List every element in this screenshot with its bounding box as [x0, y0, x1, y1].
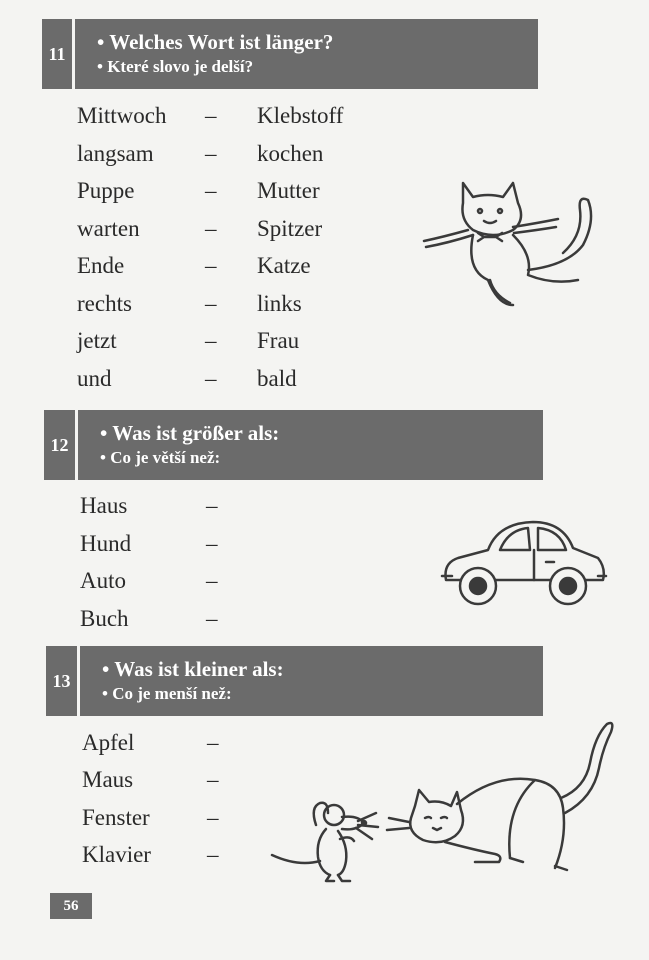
word-dash: –	[205, 141, 217, 166]
word-left: Puppe	[77, 178, 135, 203]
exercise-title	[75, 19, 538, 89]
title-german: • Welches Wort ist länger?	[97, 30, 334, 54]
exercise-title	[80, 646, 543, 716]
title-german: • Was ist kleiner als:	[102, 657, 284, 681]
page-number: 56	[50, 893, 92, 919]
car-illustration	[438, 518, 608, 608]
word-right: Frau	[257, 328, 300, 353]
word: Maus	[82, 767, 134, 792]
word-right: Katze	[257, 253, 311, 278]
exercise-13-header	[46, 646, 543, 716]
word-dash: –	[205, 103, 217, 128]
word-dash: –	[205, 366, 217, 391]
word-left: Mittwoch	[77, 103, 167, 128]
exercise-number: 13	[46, 646, 80, 716]
stretching-cat-illustration	[385, 718, 615, 878]
word: Haus	[80, 493, 128, 518]
word-left: Ende	[77, 253, 125, 278]
mouse-illustration	[268, 795, 383, 885]
exercise-12-header	[44, 410, 543, 480]
word-right: kochen	[257, 141, 324, 166]
word-dash: –	[206, 568, 218, 593]
word-dash: –	[207, 730, 219, 755]
word-dash: –	[206, 493, 218, 518]
word-dash: –	[207, 767, 219, 792]
title-czech: • Co je menší než:	[102, 684, 232, 703]
word-right: Mutter	[257, 178, 320, 203]
word: Auto	[80, 568, 126, 593]
word-right: Klebstoff	[257, 103, 344, 128]
word-dash: –	[205, 253, 217, 278]
word-left: warten	[77, 216, 140, 241]
word-dash: –	[205, 291, 217, 316]
word-right: bald	[257, 366, 297, 391]
exercise-11-header	[42, 19, 538, 89]
title-german: • Was ist größer als:	[100, 421, 280, 445]
word-dash: –	[205, 178, 217, 203]
word-dash: –	[207, 805, 219, 830]
word-dash: –	[206, 606, 218, 631]
word-left: langsam	[77, 141, 154, 166]
word-right: Spitzer	[257, 216, 323, 241]
word-dash: –	[206, 531, 218, 556]
dancing-cat-illustration	[418, 175, 608, 315]
exercise-number: 11	[42, 19, 75, 89]
word: Hund	[80, 531, 132, 556]
word-right: links	[257, 291, 302, 316]
word-dash: –	[205, 216, 217, 241]
word: Klavier	[82, 842, 151, 867]
word-dash: –	[205, 328, 217, 353]
title-czech: • Co je větší než:	[100, 448, 221, 467]
word-left: rechts	[77, 291, 132, 316]
word: Fenster	[82, 805, 150, 830]
exercise-number: 12	[44, 410, 78, 480]
word: Apfel	[82, 730, 135, 755]
word-left: und	[77, 366, 112, 391]
word-left: jetzt	[77, 328, 117, 353]
word: Buch	[80, 606, 129, 631]
title-czech: • Které slovo je delší?	[97, 57, 254, 76]
exercise-title	[78, 410, 543, 480]
word-dash: –	[207, 842, 219, 867]
